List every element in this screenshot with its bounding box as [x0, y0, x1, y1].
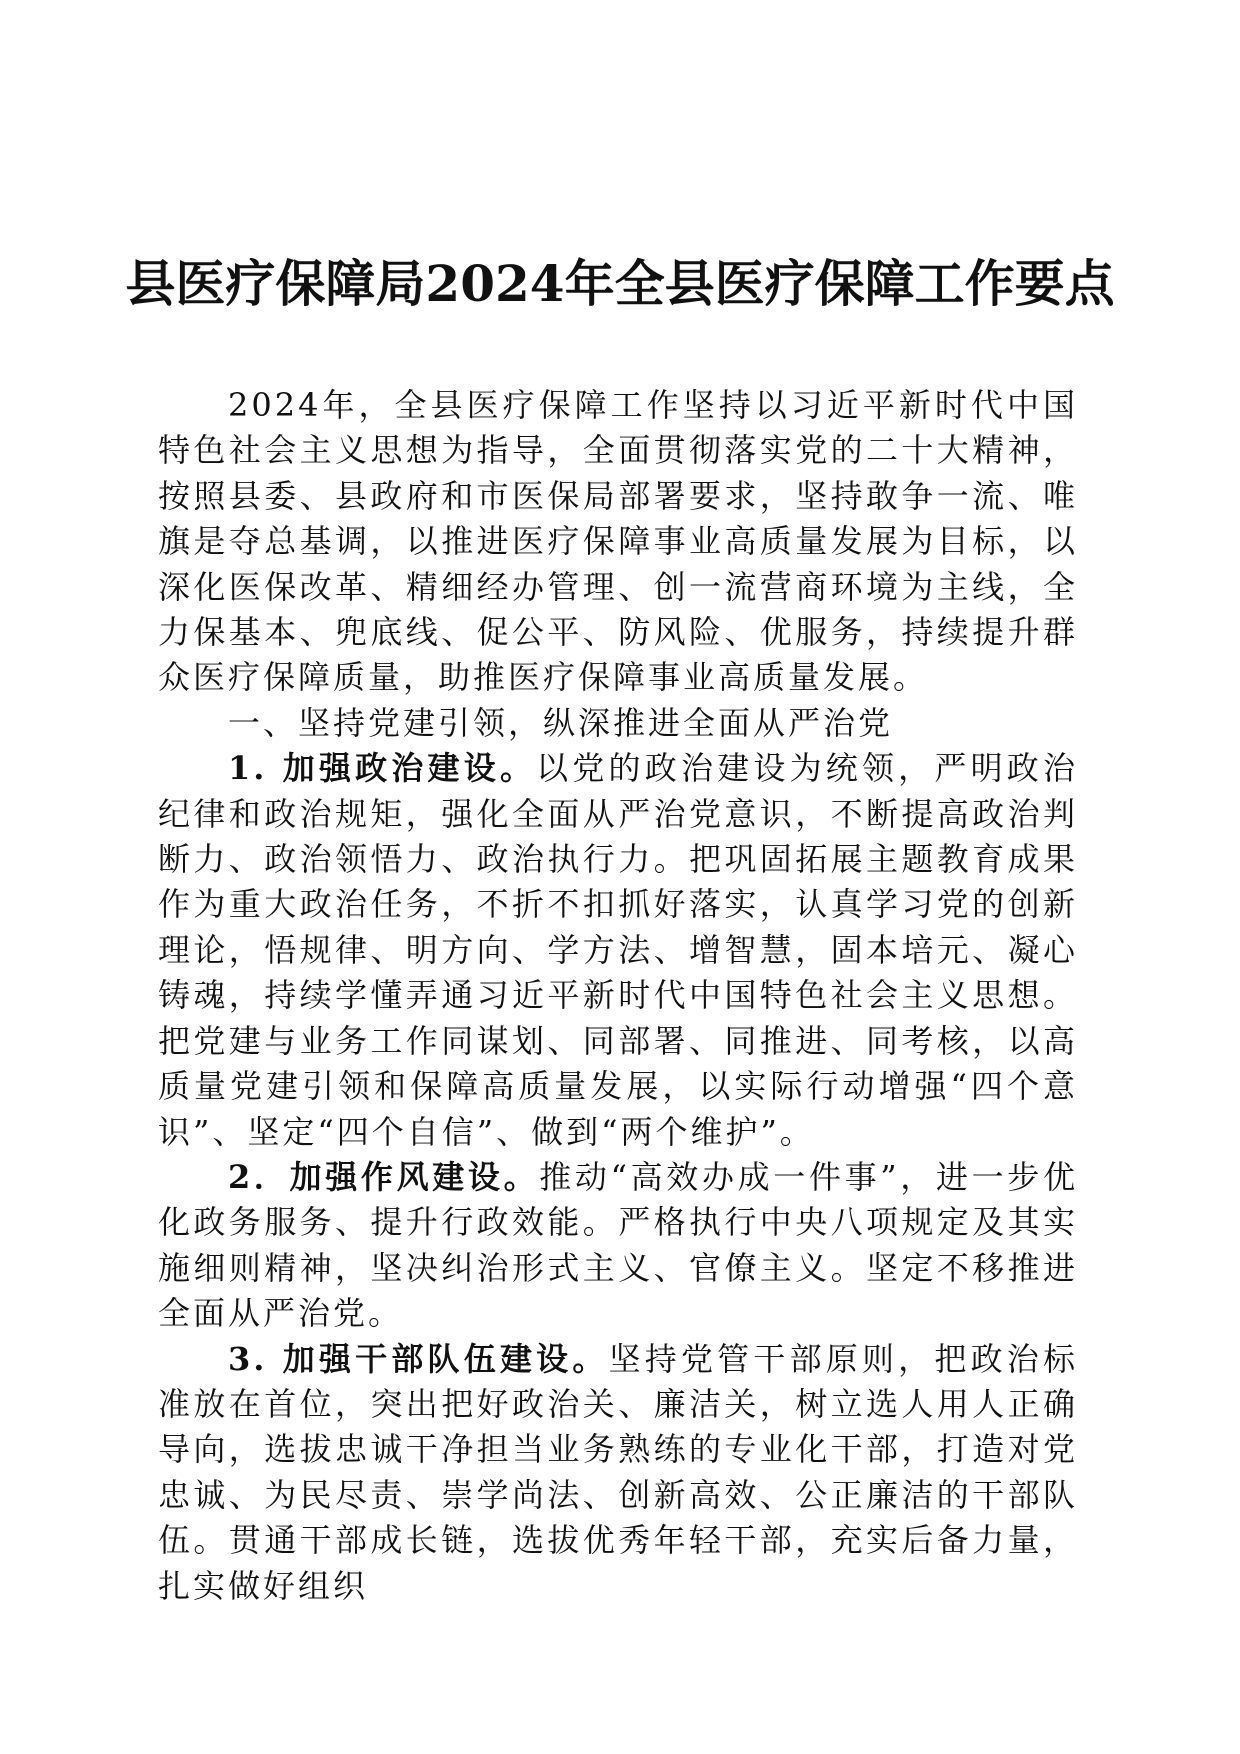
item-lead-3: 3. 加强干部队伍建设。: [228, 1339, 609, 1378]
item-paragraph-2: [158, 1155, 1078, 1337]
intro-paragraph: 2024年，全县医疗保障工作坚持以习近平新时代中国特色社会主义思想为指导，全面贯彻落实党的二十大精神，按照县委、县政府和市医保局部署要求，坚持敢争一流、唯旗是夺总基调，以推进医疗保障事业高质量发展为目标，以深化医保改革、精细经办管理、创一流营商环境为主线，全力保基本、兜底线、促公平、防风险、优服务，持续提升群众医疗保障质量，助推医疗保障事业高质量发展。: [158, 386, 1078, 697]
document-body: [158, 383, 1078, 1609]
item-paragraph-1: [158, 746, 1078, 1155]
item-text-1: 以党的政治建设为统领，严明政治纪律和政治规矩，强化全面从严治党意识，不断提高政治判断力、政治领悟力、政治执行力。把巩固拓展主题教育成果作为重大政治任务，不折不扣抓好落实，认真学习党的创新理论，悟规律、明方向、学方法、增智慧，固本培元、凝心铸魂，持续学懂弄通习近平新时代中国特色社会主义思想。把党建与业务工作同谋划、同部署、同推进、同考核，以高质量党建引领和保障高质量发展，以实际行动增强“四个意识”、坚定“四个自信”、做到“两个维护”。: [158, 749, 1078, 1151]
item-text-2: 推动“高效办成一件事”，进一步优化政务服务、提升行政效能。严格执行中央八项规定及其实施细则精神，坚决纠治形式主义、官僚主义。坚定不移推进全面从严治党。: [158, 1157, 1078, 1333]
section-heading-1: 一、坚持党建引领，纵深推进全面从严治党: [228, 703, 894, 742]
item-text-3: 坚持党管干部原则，把政治标准放在首位，突出把好政治关、廉洁关，树立选人用人正确导向，选拔忠诚干净担当业务熟练的专业化干部，打造对党忠诚、为民尽责、崇学尚法、创新高效、公正廉洁的干部队伍。贯通干部成长链，选拔优秀年轻干部，充实后备力量，扎实做好组织: [158, 1339, 1078, 1605]
item-lead-2: 2．加强作风建设。: [228, 1157, 540, 1196]
document-title: 县医疗保障局2024年全县医疗保障工作要点: [125, 254, 1115, 313]
item-paragraph-3: [158, 1337, 1078, 1609]
item-lead-1: 1. 加强政治建设。: [228, 749, 537, 788]
